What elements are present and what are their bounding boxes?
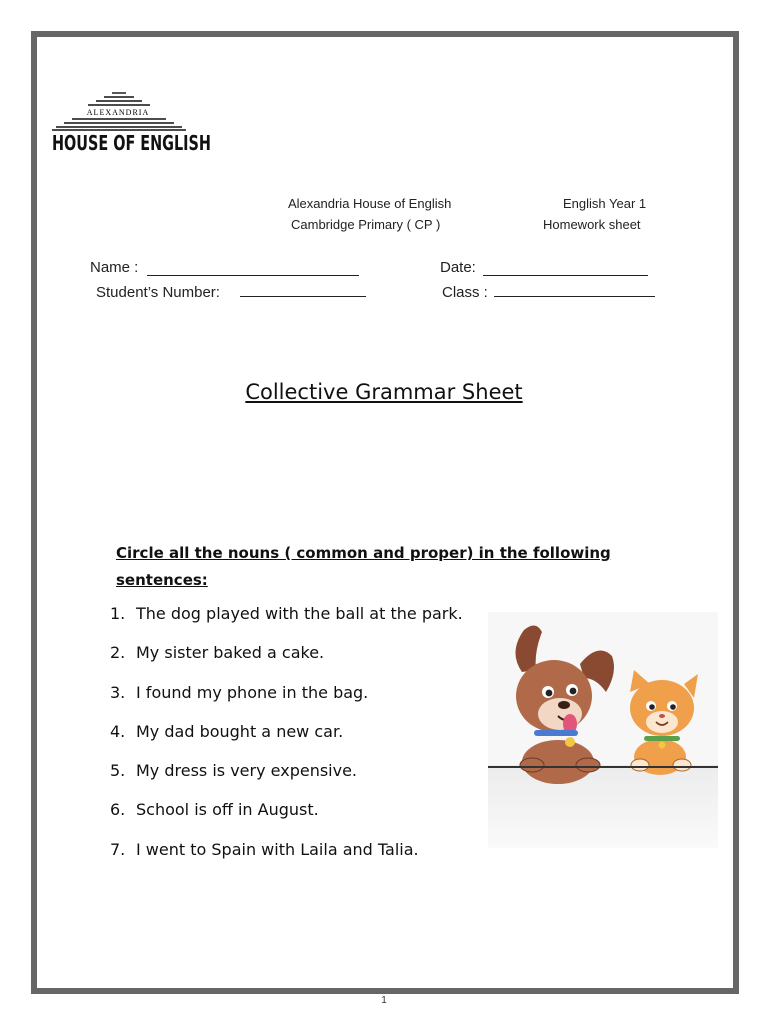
school-logo [50,88,211,160]
question-number: 4. [110,721,126,741]
student-number-label: Student’s Number: [96,284,220,301]
logo-main-text: HOUSE OF ENGLISH [52,131,211,155]
date-label: Date: [440,259,476,276]
class-field[interactable] [494,296,655,297]
question-number: 5. [110,761,126,781]
list-item [110,604,463,643]
question-number: 3. [110,682,126,702]
list-item [110,800,463,839]
year-label: English Year 1 [563,196,647,211]
program-name: Cambridge Primary ( CP ) [291,217,441,232]
date-field[interactable] [483,275,648,276]
sheet-type-label: Homework sheet [543,217,641,232]
page-number: 1 [381,995,387,1006]
question-text: My dress is very expensive. [136,761,358,781]
school-name: Alexandria House of English [288,196,452,211]
instruction-text: Circle all the nouns ( common and proper) in the following sentences: [116,544,611,589]
question-text: My dad bought a new car. [136,721,344,741]
question-text: My sister baked a cake. [136,643,325,663]
logo-top-text: ALEXANDRIA [86,108,150,117]
page-title: Collective Grammar Sheet [245,380,523,404]
dog-and-cat-illustration [488,612,718,848]
list-item [110,840,463,879]
question-number: 1. [110,604,126,623]
question-text: I found my phone in the bag. [136,682,369,702]
question-number: 6. [110,800,126,820]
name-label: Name : [90,259,139,276]
question-text: I went to Spain with Laila and Talia. [136,839,419,859]
list-item [110,761,463,800]
question-list [110,604,463,879]
list-item [110,643,463,682]
student-number-field[interactable] [240,296,366,297]
question-number: 2. [110,643,126,663]
question-text: School is off in August. [136,800,319,820]
class-label: Class : [442,284,488,301]
list-item [110,683,463,722]
list-item [110,722,463,761]
name-field[interactable] [147,275,359,276]
question-number: 7. [110,839,126,859]
question-text: The dog played with the ball at the park. [136,604,463,623]
